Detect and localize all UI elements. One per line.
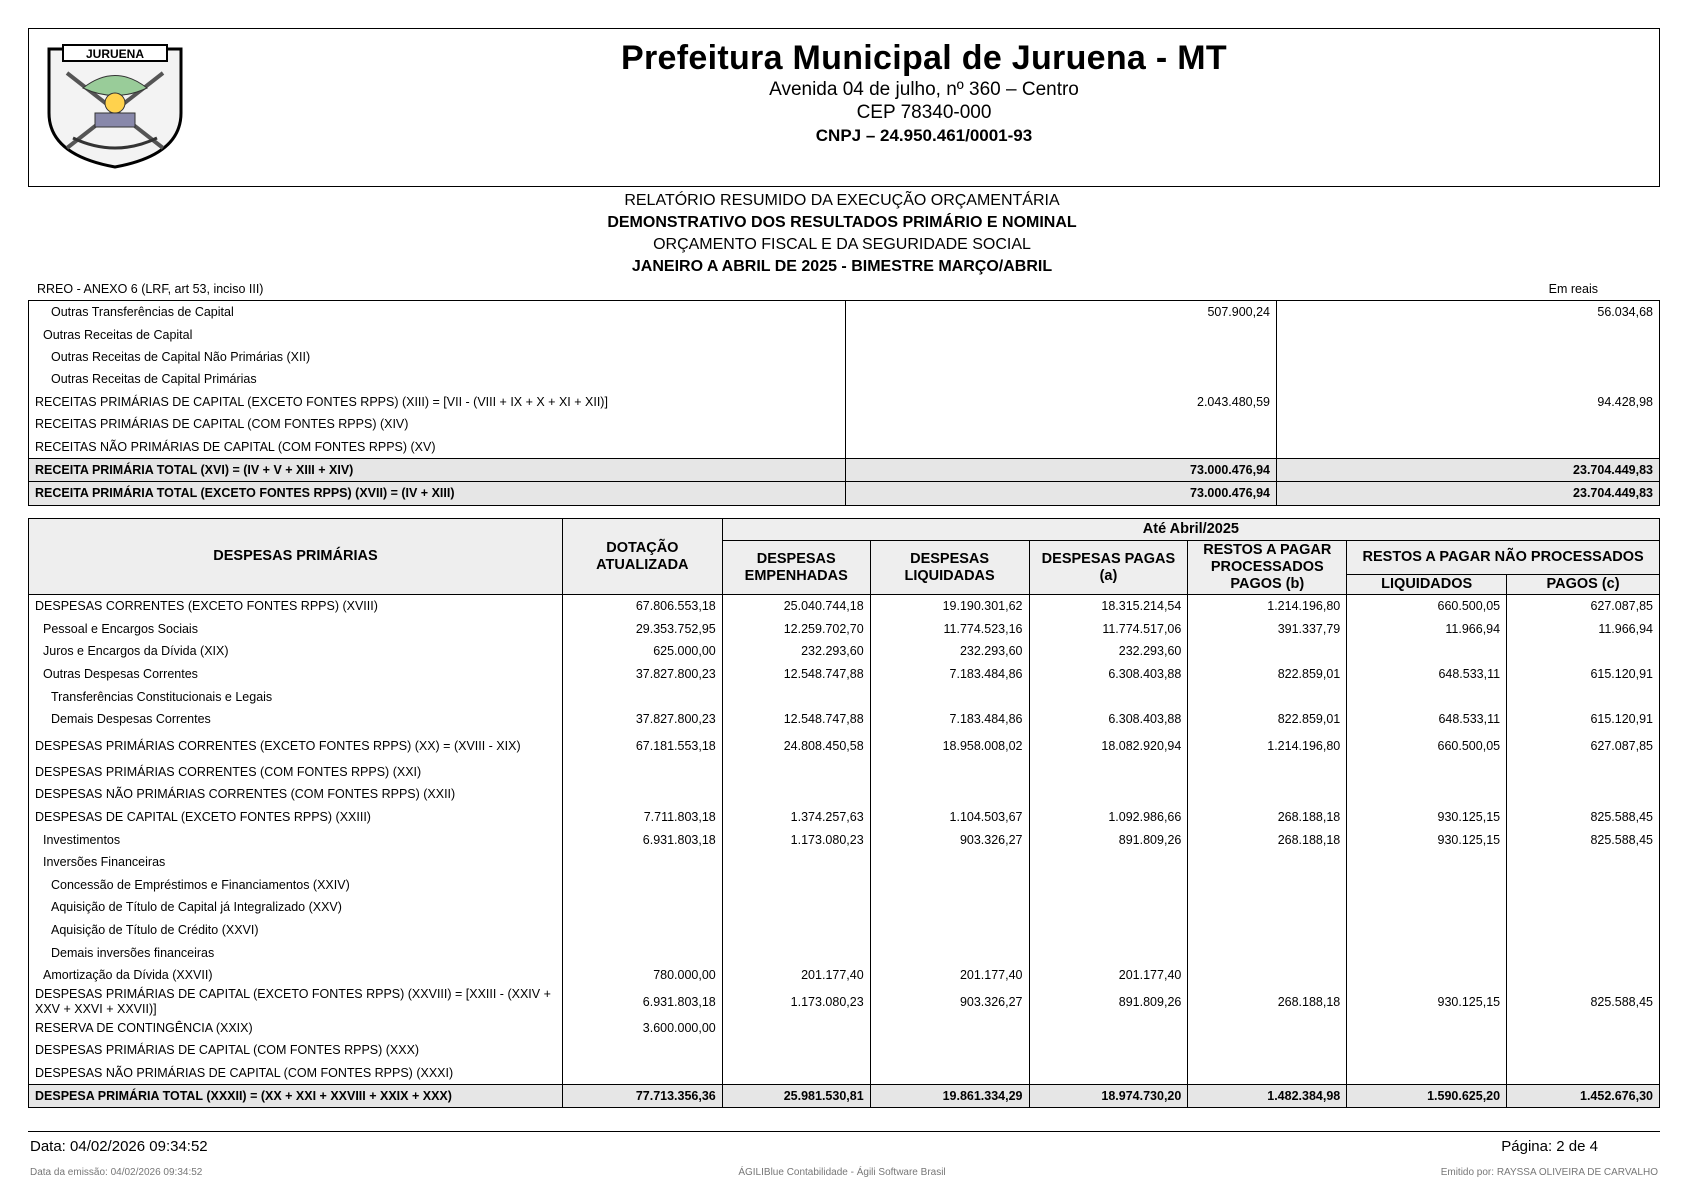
value-cell [562,941,722,964]
value-cell: 930.125,15 [1347,987,1507,1017]
value-cell [1347,896,1507,919]
value-cell [562,783,722,806]
value-cell: 825.588,45 [1507,987,1660,1017]
row-label: Amortização da Dívida (XXVII) [43,968,213,983]
value-cell: 507.900,24 [846,301,1277,324]
value-cell: 930.125,15 [1347,806,1507,829]
row-label: Juros e Encargos da Dívida (XIX) [43,644,229,659]
value-cell [1188,851,1347,874]
value-cell: 822.859,01 [1188,663,1347,686]
value-cell [1188,640,1347,663]
value-cell [846,368,1277,390]
row-label: Outras Transferências de Capital [29,301,846,324]
value-cell: 12.259.702,70 [722,618,870,641]
value-cell: 56.034,68 [1597,305,1653,320]
value-cell [722,783,870,806]
footer-divider [28,1131,1660,1132]
table-row [29,368,1660,390]
row-label: DESPESAS NÃO PRIMÁRIAS CORRENTES (COM FONTES RPPS) (XXII) [35,787,456,802]
value-cell: 825.588,45 [1507,806,1660,829]
value-cell [562,874,722,897]
table-row [29,595,1660,618]
value-cell: 391.337,79 [1188,618,1347,641]
row-label: Outras Receitas de Capital [29,323,846,345]
value-cell [1188,919,1347,942]
value-cell: 11.774.517,06 [1029,618,1188,641]
value-cell [870,1062,1029,1085]
unit-label: Em reais [1548,282,1598,296]
value-cell: 232.293,60 [1029,640,1188,663]
value-cell [870,896,1029,919]
value-cell [1507,919,1660,942]
value-cell [1347,874,1507,897]
value-cell [722,1062,870,1085]
value-cell [1347,761,1507,784]
value-cell: 1.452.676,30 [1507,1085,1660,1108]
value-cell [562,1062,722,1085]
value-cell [846,435,1277,458]
value-cell [1507,874,1660,897]
value-cell: 12.548.747,88 [722,708,870,731]
value-cell [1347,1039,1507,1062]
row-label: Pessoal e Encargos Sociais [43,621,198,636]
value-cell: 615.120,91 [1507,663,1660,686]
value-cell: 6.931.803,18 [562,828,722,851]
value-cell [1347,1017,1507,1040]
value-cell [1347,964,1507,987]
value-cell [1347,783,1507,806]
col-rp-liquidados: LIQUIDADOS [1347,575,1507,595]
value-cell: 18.082.920,94 [1029,731,1188,761]
value-cell [722,896,870,919]
value-cell: 903.326,27 [870,828,1029,851]
value-cell: 891.809,26 [1029,987,1188,1017]
value-cell [1507,640,1660,663]
value-cell: 268.188,18 [1188,987,1347,1017]
row-label: Demais Despesas Correntes [51,712,211,727]
value-cell: 1.173.080,23 [722,987,870,1017]
value-cell: 903.326,27 [870,987,1029,1017]
logo-text: JURUENA [85,47,145,61]
col-rp-pagos: PAGOS (c) [1507,575,1660,595]
value-cell: 7.183.484,86 [870,708,1029,731]
value-cell [1029,851,1188,874]
value-cell: 37.827.800,23 [562,708,722,731]
value-cell: 1.092.986,66 [1029,806,1188,829]
value-cell: 24.808.450,58 [722,731,870,761]
value-cell: 29.353.752,95 [562,618,722,641]
table-row [29,1062,1660,1085]
value-cell: 232.293,60 [870,640,1029,663]
org-info [29,39,1659,147]
row-label: RECEITA PRIMÁRIA TOTAL (XVI) = (IV + V + XIII + XIV) [29,458,846,481]
org-address: Avenida 04 de julho, nº 360 – Centro [769,79,1079,100]
value-cell: 25.040.744,18 [722,595,870,618]
value-cell [1188,874,1347,897]
table-row [29,896,1660,919]
value-cell: 73.000.476,94 [846,458,1277,481]
table-row [29,964,1660,987]
header-box [28,28,1660,187]
row-label: Investimentos [43,832,121,847]
row-label: Outras Despesas Correntes [43,667,198,682]
value-cell [1277,323,1660,345]
value-cell: 2.043.480,59 [846,391,1277,413]
value-cell: 660.500,05 [1347,731,1507,761]
table-row [29,806,1660,829]
row-label: Transferências Constitucionais e Legais [51,689,273,704]
value-cell [870,685,1029,708]
value-cell [1507,761,1660,784]
row-label: Demais inversões financeiras [51,945,215,960]
value-cell: 660.500,05 [1347,595,1507,618]
col-empenhadas: DESPESAS EMPENHADAS [722,541,870,595]
report-title-2: DEMONSTRATIVO DOS RESULTADOS PRIMÁRIO E NOMINAL [607,214,1077,231]
footer-date: Data: 04/02/2026 09:34:52 [30,1138,208,1155]
table-row [29,413,1660,435]
value-cell: 11.966,94 [1507,618,1660,641]
row-label: DESPESAS PRIMÁRIAS DE CAPITAL (EXCETO FONTES RPPS) (XXVIII) = [XXIII - (XXIV + XXV + XXVI + XXVII)] [35,986,551,1016]
value-cell [1188,761,1347,784]
value-cell: 1.214.196,80 [1188,731,1347,761]
value-cell [1277,368,1660,390]
value-cell: 67.806.553,18 [562,595,722,618]
value-cell [1029,896,1188,919]
report-title-4: JANEIRO A ABRIL DE 2025 - BIMESTRE MARÇO/ABRIL [631,258,1053,275]
value-cell [846,413,1277,435]
value-cell: 268.188,18 [1188,806,1347,829]
row-label: RECEITAS PRIMÁRIAS DE CAPITAL (COM FONTES RPPS) (XIV) [29,413,846,435]
row-label: DESPESAS CORRENTES (EXCETO FONTES RPPS) (XVIII) [35,599,378,614]
value-cell [1347,640,1507,663]
value-cell: 1.590.625,20 [1347,1085,1507,1108]
row-label: Concessão de Empréstimos e Financiamentos (XXIV) [51,877,350,892]
value-cell [1507,783,1660,806]
value-cell: 77.713.356,36 [562,1085,722,1108]
value-cell: 73.000.476,94 [846,482,1277,505]
total-row [29,1085,1660,1108]
value-cell: 6.308.403,88 [1029,708,1188,731]
value-cell: 3.600.000,00 [562,1017,722,1040]
value-cell: 822.859,01 [1188,708,1347,731]
receitas-table [28,300,1660,506]
value-cell: 19.190.301,62 [870,595,1029,618]
value-cell: 12.548.747,88 [722,663,870,686]
value-cell: 648.533,11 [1347,663,1507,686]
row-label: DESPESAS PRIMÁRIAS CORRENTES (EXCETO FONTES RPPS) (XX) = (XVIII - XIX) [35,738,521,753]
value-cell: 201.177,40 [1029,964,1188,987]
value-cell: 6.308.403,88 [1029,663,1188,686]
col-dotacao: DOTAÇÃO ATUALIZADA [562,519,722,595]
value-cell [1029,874,1188,897]
value-cell [1507,1062,1660,1085]
value-cell [870,783,1029,806]
value-cell: 67.181.553,18 [562,731,722,761]
value-cell [1029,1017,1188,1040]
table-row [29,391,1660,413]
value-cell [722,1039,870,1062]
value-cell: 1.104.503,67 [870,806,1029,829]
value-cell: 18.974.730,20 [1029,1085,1188,1108]
value-cell: 7.183.484,86 [870,663,1029,686]
value-cell: 6.931.803,18 [562,987,722,1017]
value-cell [870,1017,1029,1040]
value-cell [562,685,722,708]
value-cell [870,761,1029,784]
col-period: Até Abril/2025 [722,519,1659,541]
total-row [29,458,1660,481]
value-cell [1029,1039,1188,1062]
value-cell: 825.588,45 [1507,828,1660,851]
value-cell: 11.966,94 [1347,618,1507,641]
value-cell [722,919,870,942]
table-row [29,301,1660,324]
value-cell [1347,941,1507,964]
col-rp-nao-processados: RESTOS A PAGAR NÃO PROCESSADOS [1347,541,1660,575]
value-cell [562,761,722,784]
value-cell [846,346,1277,368]
value-cell [722,851,870,874]
table-row [29,435,1660,458]
value-cell [1188,941,1347,964]
table-row [29,919,1660,942]
row-label: DESPESAS NÃO PRIMÁRIAS DE CAPITAL (COM FONTES RPPS) (XXXI) [35,1065,454,1080]
table-row [29,987,1660,1017]
col-despesas-primarias: DESPESAS PRIMÁRIAS [29,519,563,595]
row-label: RECEITAS NÃO PRIMÁRIAS DE CAPITAL (COM FONTES RPPS) (XV) [29,435,846,458]
value-cell: 11.774.523,16 [870,618,1029,641]
value-cell [1188,896,1347,919]
value-cell [1347,1062,1507,1085]
row-label: Aquisição de Título de Crédito (XXVI) [51,923,259,938]
value-cell [1507,1017,1660,1040]
despesas-table [28,518,1660,1108]
col-rp-processados: RESTOS A PAGAR PROCESSADOS PAGOS (b) [1188,541,1347,595]
table-row [29,851,1660,874]
value-cell: 23.704.449,83 [1277,458,1660,481]
row-label: DESPESA PRIMÁRIA TOTAL (XXXII) = (XX + XXI + XXVIII + XXIX + XXX) [29,1085,563,1108]
table-row [29,874,1660,897]
value-cell: 1.482.384,98 [1188,1085,1347,1108]
value-cell: 1.173.080,23 [722,828,870,851]
value-cell [1277,413,1660,435]
value-cell: 1.374.257,63 [722,806,870,829]
value-cell [1277,435,1660,458]
table-row [29,1017,1660,1040]
value-cell [562,1039,722,1062]
col-pagas: DESPESAS PAGAS (a) [1029,541,1188,595]
row-label: Outras Receitas de Capital Não Primárias (XII) [29,346,846,368]
footer-emitted-by: Emitido por: RAYSSA OLIVEIRA DE CARVALHO [1440,1167,1658,1178]
value-cell [1347,851,1507,874]
value-cell [1029,1062,1188,1085]
value-cell [1347,685,1507,708]
org-name: Prefeitura Municipal de Juruena - MT [621,39,1227,77]
value-cell: 23.704.449,83 [1277,482,1660,505]
table-row [29,663,1660,686]
table-row [29,828,1660,851]
row-label: Outras Receitas de Capital Primárias [29,368,846,390]
value-cell: 7.711.803,18 [562,806,722,829]
value-cell: 37.827.800,23 [562,663,722,686]
value-cell [722,874,870,897]
report-title-1: RELATÓRIO RESUMIDO DA EXECUÇÃO ORÇAMENTÁRIA [624,192,1060,209]
value-cell [1507,685,1660,708]
footer-software: ÁGILIBlue Contabilidade - Ágili Software Brasil [738,1167,946,1178]
value-cell: 627.087,85 [1507,595,1660,618]
row-label: DESPESAS DE CAPITAL (EXCETO FONTES RPPS) (XXIII) [35,810,371,825]
row-label: RESERVA DE CONTINGÊNCIA (XXIX) [35,1020,253,1035]
table-row [29,761,1660,784]
value-cell: 615.120,91 [1507,708,1660,731]
value-cell [1029,761,1188,784]
table-row [29,618,1660,641]
table-row [29,323,1660,345]
footer-emission: Data da emissão: 04/02/2026 09:34:52 [30,1167,203,1178]
table-row [29,731,1660,761]
value-cell [1029,941,1188,964]
value-cell: 201.177,40 [722,964,870,987]
value-cell [722,1017,870,1040]
value-cell: 648.533,11 [1347,708,1507,731]
value-cell: 625.000,00 [562,640,722,663]
value-cell [1507,941,1660,964]
value-cell: 201.177,40 [870,964,1029,987]
value-cell [870,919,1029,942]
table-row [29,640,1660,663]
value-cell: 891.809,26 [1029,828,1188,851]
value-cell: 18.958.008,02 [870,731,1029,761]
row-label: DESPESAS PRIMÁRIAS CORRENTES (COM FONTES RPPS) (XXI) [35,764,422,779]
row-label: Aquisição de Título de Capital já Integralizado (XXV) [51,900,342,915]
footer-page: Página: 2 de 4 [1501,1138,1598,1155]
col-liquidadas: DESPESAS LIQUIDADAS [870,541,1029,595]
table-row [29,1039,1660,1062]
org-cep: CEP 78340-000 [856,102,992,123]
table-row [29,783,1660,806]
value-cell: 268.188,18 [1188,828,1347,851]
value-cell [1347,919,1507,942]
value-cell: 94.428,98 [1597,394,1653,409]
value-cell [722,761,870,784]
value-cell: 18.315.214,54 [1029,595,1188,618]
report-title-3: ORÇAMENTO FISCAL E DA SEGURIDADE SOCIAL [653,236,1031,253]
value-cell [1188,964,1347,987]
value-cell [870,874,1029,897]
value-cell: 19.861.334,29 [870,1085,1029,1108]
value-cell [1188,685,1347,708]
value-cell [1277,346,1660,368]
value-cell [1029,783,1188,806]
value-cell [1507,896,1660,919]
value-cell [722,685,870,708]
value-cell: 25.981.530,81 [722,1085,870,1108]
row-label: DESPESAS PRIMÁRIAS DE CAPITAL (COM FONTES RPPS) (XXX) [35,1043,420,1058]
row-label: Inversões Financeiras [43,855,166,870]
value-cell [846,323,1277,345]
value-cell [722,941,870,964]
value-cell [1188,1039,1347,1062]
value-cell [870,1039,1029,1062]
value-cell: 780.000,00 [562,964,722,987]
value-cell [1188,1017,1347,1040]
value-cell [1188,783,1347,806]
row-label: RECEITA PRIMÁRIA TOTAL (EXCETO FONTES RPPS) (XVII) = (IV + XIII) [29,482,846,505]
value-cell: 627.087,85 [1507,731,1660,761]
value-cell [562,896,722,919]
value-cell [562,919,722,942]
value-cell [1188,1062,1347,1085]
value-cell [870,851,1029,874]
table-row [29,685,1660,708]
value-cell [1507,1039,1660,1062]
value-cell [1029,919,1188,942]
annex-label: RREO - ANEXO 6 (LRF, art 53, inciso III) [37,282,264,296]
table-row [29,708,1660,731]
value-cell: 1.214.196,80 [1188,595,1347,618]
value-cell [1029,685,1188,708]
row-label: RECEITAS PRIMÁRIAS DE CAPITAL (EXCETO FONTES RPPS) (XIII) = [VII - (VIII + IX + X + XI + XII)] [29,391,846,413]
value-cell: 930.125,15 [1347,828,1507,851]
value-cell [1507,964,1660,987]
org-cnpj: CNPJ – 24.950.461/0001-93 [815,126,1033,145]
value-cell [1507,851,1660,874]
total-row [29,482,1660,505]
value-cell [870,941,1029,964]
value-cell [562,851,722,874]
table-row [29,346,1660,368]
table-row [29,941,1660,964]
report-titles [0,190,1684,278]
value-cell: 232.293,60 [722,640,870,663]
